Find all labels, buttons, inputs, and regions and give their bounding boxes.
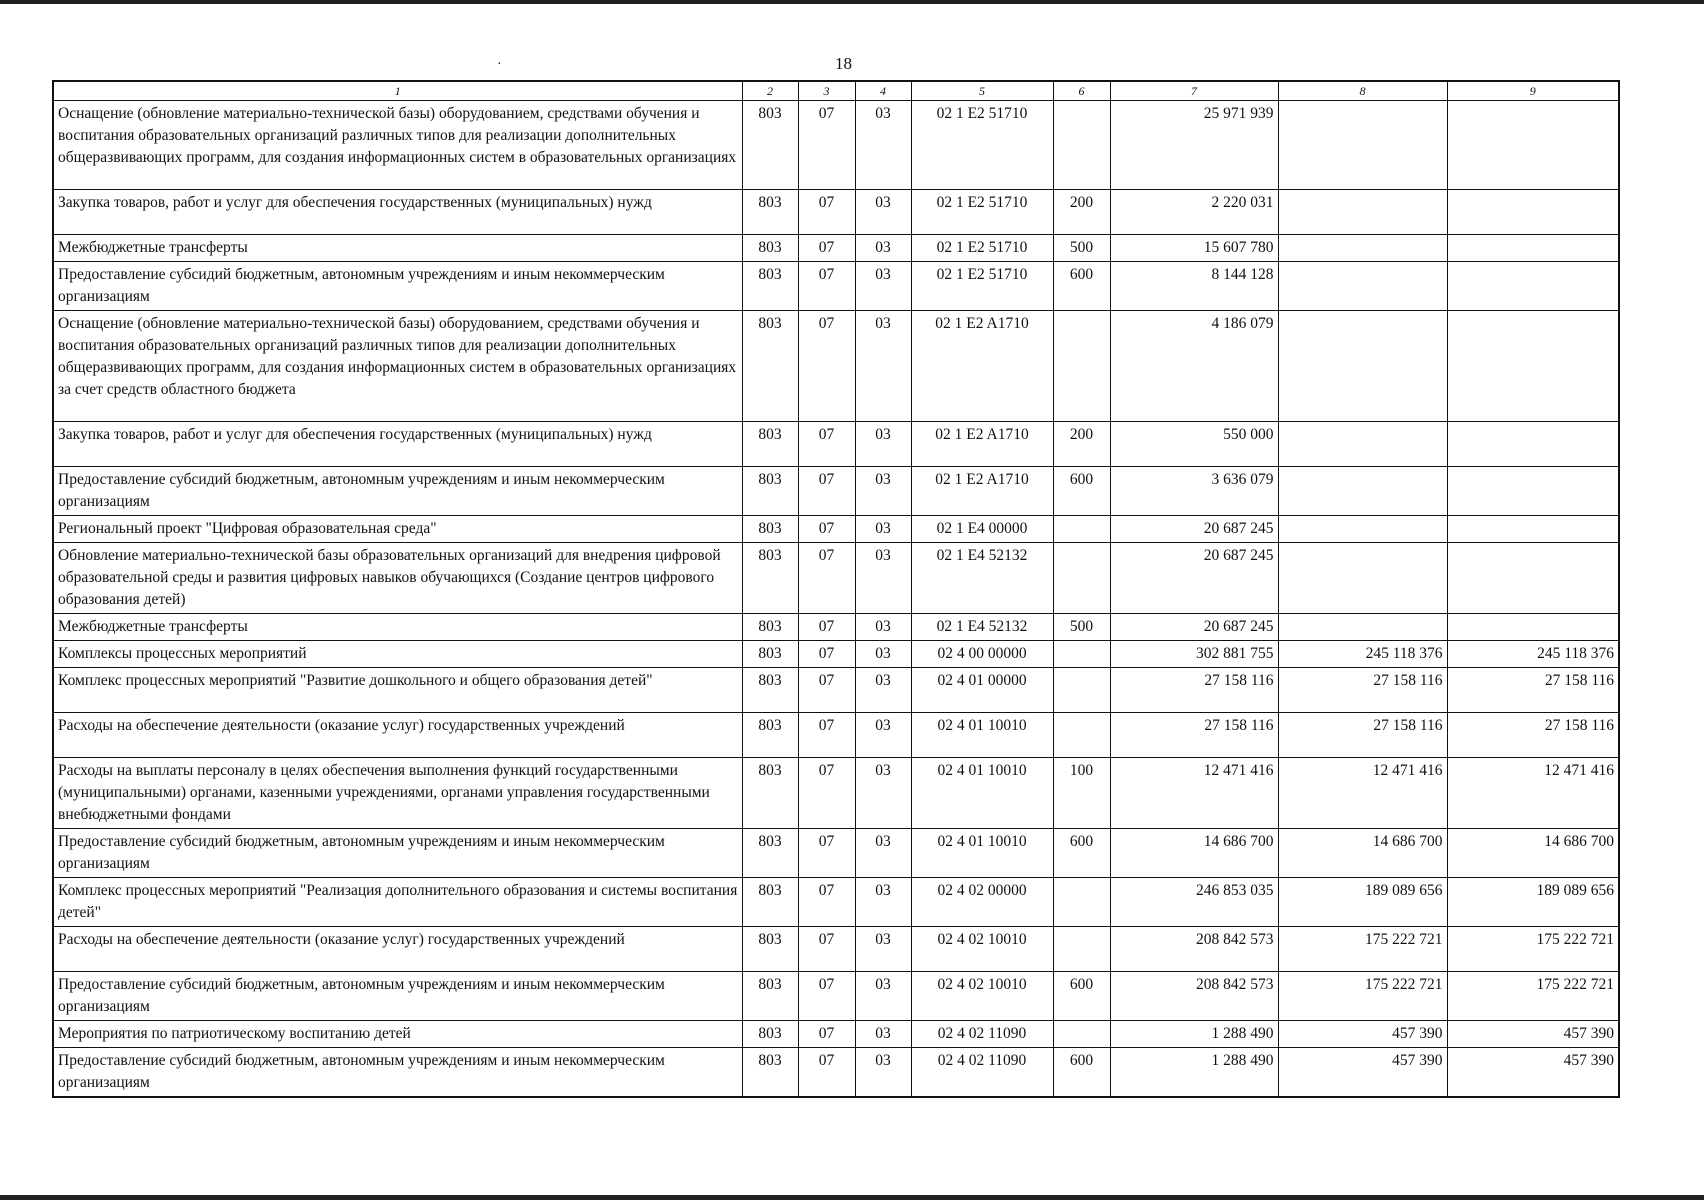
row-description: Расходы на обеспечение деятельности (оказание услуг) государственных учреждений (53, 927, 742, 972)
amount-col-7: 27 158 116 (1110, 668, 1278, 713)
amount-col-9: 27 158 116 (1447, 713, 1619, 758)
section-code: 07 (798, 713, 855, 758)
amount-col-9: 245 118 376 (1447, 641, 1619, 668)
target-article-code: 02 4 01 10010 (911, 713, 1053, 758)
target-article-code: 02 1 E2 51710 (911, 262, 1053, 311)
subsection-code: 03 (855, 422, 911, 467)
target-article-code: 02 4 02 11090 (911, 1048, 1053, 1098)
subsection-code: 03 (855, 829, 911, 878)
ministry-code: 803 (742, 713, 798, 758)
amount-col-8: 14 686 700 (1278, 829, 1447, 878)
table-row (53, 1048, 1619, 1098)
col-header-4: 4 (855, 81, 911, 101)
col-header-9: 9 (1447, 81, 1619, 101)
amount-col-8: 27 158 116 (1278, 713, 1447, 758)
expense-type-code: 500 (1053, 235, 1110, 262)
subsection-code: 03 (855, 516, 911, 543)
expense-type-code (1053, 101, 1110, 190)
target-article-code: 02 4 01 10010 (911, 829, 1053, 878)
subsection-code: 03 (855, 235, 911, 262)
target-article-code: 02 4 01 00000 (911, 668, 1053, 713)
row-description: Расходы на выплаты персоналу в целях обеспечения выполнения функций государственными (муниципальными) органами, казенными учреждениями, органами управления государственными внебюджетными фондами (53, 758, 742, 829)
amount-col-7: 550 000 (1110, 422, 1278, 467)
expense-type-code (1053, 668, 1110, 713)
ministry-code: 803 (742, 467, 798, 516)
target-article-code: 02 4 02 10010 (911, 927, 1053, 972)
subsection-code: 03 (855, 1021, 911, 1048)
amount-col-8: 175 222 721 (1278, 972, 1447, 1021)
amount-col-8 (1278, 614, 1447, 641)
table-row (53, 878, 1619, 927)
section-code: 07 (798, 190, 855, 235)
section-code: 07 (798, 1021, 855, 1048)
target-article-code: 02 4 02 10010 (911, 972, 1053, 1021)
row-description: Мероприятия по патриотическому воспитанию детей (53, 1021, 742, 1048)
amount-col-7: 8 144 128 (1110, 262, 1278, 311)
row-description: Межбюджетные трансферты (53, 235, 742, 262)
col-header-8: 8 (1278, 81, 1447, 101)
col-header-3: 3 (798, 81, 855, 101)
subsection-code: 03 (855, 467, 911, 516)
subsection-code: 03 (855, 543, 911, 614)
amount-col-7: 3 636 079 (1110, 467, 1278, 516)
row-description: Предоставление субсидий бюджетным, автономным учреждениям и иным некоммерческим организациям (53, 972, 742, 1021)
section-code: 07 (798, 235, 855, 262)
amount-col-9: 457 390 (1447, 1048, 1619, 1098)
amount-col-7: 2 220 031 (1110, 190, 1278, 235)
ministry-code: 803 (742, 262, 798, 311)
amount-col-8 (1278, 311, 1447, 422)
expense-type-code (1053, 1021, 1110, 1048)
amount-col-9: 457 390 (1447, 1021, 1619, 1048)
subsection-code: 03 (855, 641, 911, 668)
expense-type-code (1053, 927, 1110, 972)
amount-col-8 (1278, 262, 1447, 311)
row-description: Комплекс процессных мероприятий "Реализация дополнительного образования и системы воспитания детей" (53, 878, 742, 927)
table-row (53, 829, 1619, 878)
table-row (53, 467, 1619, 516)
expense-type-code: 600 (1053, 467, 1110, 516)
table-row (53, 235, 1619, 262)
expense-type-code (1053, 516, 1110, 543)
amount-col-9 (1447, 190, 1619, 235)
amount-col-8 (1278, 235, 1447, 262)
amount-col-8: 457 390 (1278, 1048, 1447, 1098)
table-row (53, 101, 1619, 190)
section-code: 07 (798, 101, 855, 190)
expense-type-code: 600 (1053, 829, 1110, 878)
ministry-code: 803 (742, 235, 798, 262)
amount-col-9 (1447, 467, 1619, 516)
row-description: Региональный проект "Цифровая образовательная среда" (53, 516, 742, 543)
amount-col-9: 189 089 656 (1447, 878, 1619, 927)
ministry-code: 803 (742, 516, 798, 543)
target-article-code: 02 1 E4 52132 (911, 543, 1053, 614)
table-row (53, 668, 1619, 713)
table-row (53, 516, 1619, 543)
ministry-code: 803 (742, 972, 798, 1021)
ministry-code: 803 (742, 668, 798, 713)
ministry-code: 803 (742, 311, 798, 422)
amount-col-7: 27 158 116 (1110, 713, 1278, 758)
subsection-code: 03 (855, 614, 911, 641)
amount-col-9: 175 222 721 (1447, 972, 1619, 1021)
row-description: Предоставление субсидий бюджетным, автономным учреждениям и иным некоммерческим организациям (53, 262, 742, 311)
target-article-code: 02 1 E2 A1710 (911, 422, 1053, 467)
subsection-code: 03 (855, 878, 911, 927)
amount-col-9: 27 158 116 (1447, 668, 1619, 713)
table-row (53, 972, 1619, 1021)
ministry-code: 803 (742, 1048, 798, 1098)
table-row (53, 1021, 1619, 1048)
row-description: Предоставление субсидий бюджетным, автономным учреждениям и иным некоммерческим организациям (53, 467, 742, 516)
subsection-code: 03 (855, 262, 911, 311)
subsection-code: 03 (855, 927, 911, 972)
subsection-code: 03 (855, 311, 911, 422)
row-description: Комплекс процессных мероприятий "Развитие дошкольного и общего образования детей" (53, 668, 742, 713)
row-description: Предоставление субсидий бюджетным, автономным учреждениям и иным некоммерческим организациям (53, 829, 742, 878)
col-header-2: 2 (742, 81, 798, 101)
amount-col-7: 302 881 755 (1110, 641, 1278, 668)
amount-col-8: 175 222 721 (1278, 927, 1447, 972)
amount-col-7: 20 687 245 (1110, 614, 1278, 641)
subsection-code: 03 (855, 190, 911, 235)
expense-type-code (1053, 543, 1110, 614)
amount-col-7: 208 842 573 (1110, 927, 1278, 972)
amount-col-9: 12 471 416 (1447, 758, 1619, 829)
section-code: 07 (798, 829, 855, 878)
amount-col-8: 457 390 (1278, 1021, 1447, 1048)
amount-col-7: 1 288 490 (1110, 1021, 1278, 1048)
section-code: 07 (798, 262, 855, 311)
target-article-code: 02 1 E4 52132 (911, 614, 1053, 641)
amount-col-8 (1278, 516, 1447, 543)
ministry-code: 803 (742, 641, 798, 668)
table-row (53, 927, 1619, 972)
amount-col-8: 245 118 376 (1278, 641, 1447, 668)
amount-col-9 (1447, 614, 1619, 641)
table-row (53, 614, 1619, 641)
ministry-code: 803 (742, 101, 798, 190)
expense-type-code: 600 (1053, 972, 1110, 1021)
ministry-code: 803 (742, 829, 798, 878)
row-description: Закупка товаров, работ и услуг для обеспечения государственных (муниципальных) нужд (53, 422, 742, 467)
expense-type-code: 200 (1053, 190, 1110, 235)
row-description: Комплексы процессных мероприятий (53, 641, 742, 668)
ministry-code: 803 (742, 878, 798, 927)
table-row (53, 422, 1619, 467)
amount-col-7: 4 186 079 (1110, 311, 1278, 422)
subsection-code: 03 (855, 972, 911, 1021)
expense-type-code (1053, 311, 1110, 422)
target-article-code: 02 4 00 00000 (911, 641, 1053, 668)
row-description: Оснащение (обновление материально-технической базы) оборудованием, средствами обучения и воспитания образовательных организаций различных типов для реализации дополнительных общеразвивающих программ, для создания информационных систем в образовательных организациях (53, 101, 742, 190)
table-row (53, 190, 1619, 235)
amount-col-7: 15 607 780 (1110, 235, 1278, 262)
row-description: Оснащение (обновление материально-технической базы) оборудованием, средствами обучения и воспитания образовательных организаций различных типов для реализации дополнительных общеразвивающих программ, для создания информационных систем в образовательных организациях за счет средств областного бюджета (53, 311, 742, 422)
subsection-code: 03 (855, 101, 911, 190)
scan-top-edge (0, 0, 1704, 4)
amount-col-8: 27 158 116 (1278, 668, 1447, 713)
section-code: 07 (798, 878, 855, 927)
row-description: Межбюджетные трансферты (53, 614, 742, 641)
col-header-7: 7 (1110, 81, 1278, 101)
amount-col-9: 175 222 721 (1447, 927, 1619, 972)
target-article-code: 02 1 E2 A1710 (911, 311, 1053, 422)
budget-table (52, 80, 1620, 1098)
col-header-6: 6 (1053, 81, 1110, 101)
section-code: 07 (798, 1048, 855, 1098)
col-header-5: 5 (911, 81, 1053, 101)
subsection-code: 03 (855, 1048, 911, 1098)
row-description: Предоставление субсидий бюджетным, автономным учреждениям и иным некоммерческим организациям (53, 1048, 742, 1098)
amount-col-7: 25 971 939 (1110, 101, 1278, 190)
row-description: Расходы на обеспечение деятельности (оказание услуг) государственных учреждений (53, 713, 742, 758)
expense-type-code (1053, 713, 1110, 758)
table-row (53, 311, 1619, 422)
expense-type-code (1053, 878, 1110, 927)
section-code: 07 (798, 467, 855, 516)
subsection-code: 03 (855, 668, 911, 713)
amount-col-8 (1278, 467, 1447, 516)
target-article-code: 02 4 02 00000 (911, 878, 1053, 927)
target-article-code: 02 4 02 11090 (911, 1021, 1053, 1048)
section-code: 07 (798, 668, 855, 713)
target-article-code: 02 1 E4 00000 (911, 516, 1053, 543)
subsection-code: 03 (855, 713, 911, 758)
ministry-code: 803 (742, 1021, 798, 1048)
subsection-code: 03 (855, 758, 911, 829)
table-row (53, 262, 1619, 311)
section-code: 07 (798, 927, 855, 972)
amount-col-9 (1447, 311, 1619, 422)
amount-col-7: 20 687 245 (1110, 543, 1278, 614)
table-row (53, 543, 1619, 614)
col-header-1: 1 (53, 81, 742, 101)
amount-col-8 (1278, 190, 1447, 235)
section-code: 07 (798, 516, 855, 543)
expense-type-code: 100 (1053, 758, 1110, 829)
section-code: 07 (798, 758, 855, 829)
section-code: 07 (798, 614, 855, 641)
target-article-code: 02 1 E2 51710 (911, 101, 1053, 190)
column-number-row (53, 81, 1619, 101)
section-code: 07 (798, 972, 855, 1021)
amount-col-7: 246 853 035 (1110, 878, 1278, 927)
ministry-code: 803 (742, 927, 798, 972)
table-row (53, 758, 1619, 829)
page-number: 18 (835, 54, 852, 73)
amount-col-9 (1447, 235, 1619, 262)
target-article-code: 02 1 E2 51710 (911, 235, 1053, 262)
amount-col-7: 1 288 490 (1110, 1048, 1278, 1098)
expense-type-code (1053, 641, 1110, 668)
table-body (53, 101, 1619, 1098)
amount-col-9 (1447, 516, 1619, 543)
amount-col-9 (1447, 262, 1619, 311)
expense-type-code: 500 (1053, 614, 1110, 641)
amount-col-7: 208 842 573 (1110, 972, 1278, 1021)
amount-col-8 (1278, 422, 1447, 467)
amount-col-7: 20 687 245 (1110, 516, 1278, 543)
amount-col-9 (1447, 101, 1619, 190)
target-article-code: 02 4 01 10010 (911, 758, 1053, 829)
target-article-code: 02 1 E2 51710 (911, 190, 1053, 235)
target-article-code: 02 1 E2 A1710 (911, 467, 1053, 516)
expense-type-code: 600 (1053, 262, 1110, 311)
section-code: 07 (798, 543, 855, 614)
amount-col-9: 14 686 700 (1447, 829, 1619, 878)
section-code: 07 (798, 422, 855, 467)
table-row (53, 641, 1619, 668)
amount-col-7: 12 471 416 (1110, 758, 1278, 829)
ministry-code: 803 (742, 758, 798, 829)
amount-col-8: 189 089 656 (1278, 878, 1447, 927)
amount-col-9 (1447, 422, 1619, 467)
section-code: 07 (798, 311, 855, 422)
row-description: Закупка товаров, работ и услуг для обеспечения государственных (муниципальных) нужд (53, 190, 742, 235)
section-code: 07 (798, 641, 855, 668)
ministry-code: 803 (742, 614, 798, 641)
amount-col-7: 14 686 700 (1110, 829, 1278, 878)
amount-col-8 (1278, 101, 1447, 190)
table-row (53, 713, 1619, 758)
amount-col-8 (1278, 543, 1447, 614)
scan-bottom-edge (0, 1195, 1704, 1200)
amount-col-9 (1447, 543, 1619, 614)
expense-type-code: 600 (1053, 1048, 1110, 1098)
expense-type-code: 200 (1053, 422, 1110, 467)
ministry-code: 803 (742, 190, 798, 235)
stray-mark: · (497, 57, 502, 72)
row-description: Обновление материально-технической базы образовательных организаций для внедрения цифровой образовательной среды и развития цифровых навыков обучающихся (Создание центров цифрового образования детей) (53, 543, 742, 614)
ministry-code: 803 (742, 422, 798, 467)
amount-col-8: 12 471 416 (1278, 758, 1447, 829)
ministry-code: 803 (742, 543, 798, 614)
